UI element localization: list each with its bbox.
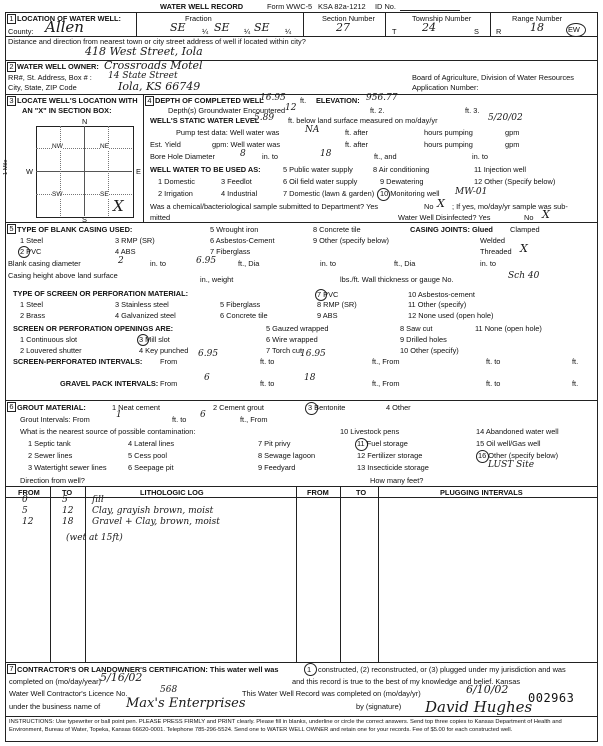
sw-label: SW	[52, 191, 63, 198]
casing-concrete[interactable]: 8 Concrete tile	[313, 225, 361, 234]
log-row-to[interactable]: 5	[62, 495, 68, 505]
city-label: City, State, ZIP Code	[8, 83, 77, 92]
township-prefix: T	[392, 27, 397, 36]
certification-label: CONTRACTOR'S OR LANDOWNER'S CERTIFICATION: This water well was	[17, 665, 279, 674]
gp-to-2: ft. to	[486, 379, 501, 388]
chem-no: No	[424, 202, 434, 211]
casing-abs[interactable]: 4 ABS	[115, 247, 136, 256]
sp-to[interactable]: 16.95	[300, 349, 326, 359]
contam-feedyard[interactable]: 9 Feedyard	[258, 463, 296, 472]
township-suffix: S	[474, 27, 479, 36]
opening-continuous[interactable]: 1 Continuous slot	[20, 335, 78, 344]
contam-fuel[interactable]: 11 Fuel storage	[357, 439, 408, 448]
record-stamp: 002963	[528, 691, 575, 705]
use-monitoring[interactable]: 10 Monitoring well	[380, 189, 440, 198]
grout-label: GROUT MATERIAL:	[17, 403, 86, 412]
log-header-lithologic: LITHOLOGIC LOG	[140, 488, 204, 497]
opening-none[interactable]: 11 None (open hole)	[475, 324, 542, 333]
license-number[interactable]: 568	[160, 685, 178, 695]
chem-no-mark[interactable]: X	[437, 197, 445, 210]
distance-label: Distance and direction from nearest town or city street address of well if located within city?	[8, 37, 306, 46]
opening-key[interactable]: 4 Key punched	[139, 346, 189, 355]
casing-dia-to-3: in. to	[480, 259, 497, 268]
disinfected-no: No	[524, 213, 534, 222]
section-4-number: 4	[145, 96, 154, 106]
quarter-1[interactable]: SE	[170, 21, 186, 34]
casing-depth[interactable]: 6.95	[196, 256, 217, 266]
contam-fertilizer[interactable]: 12 Fertilizer storage	[357, 451, 423, 460]
board-label: Board of Agriculture, Division of Water Resources	[412, 73, 574, 82]
pump-test-value[interactable]: NA	[305, 125, 320, 135]
address-label: RR#, St. Address, Box # :	[8, 73, 92, 82]
grout-from-2: ft., From	[240, 415, 268, 424]
sp-from[interactable]: 6.95	[198, 349, 219, 359]
west-label: W	[26, 167, 33, 176]
contam-other[interactable]: 16 Other (specify below)	[478, 451, 559, 460]
locate-label: LOCATE WELL'S LOCATION WITH	[17, 96, 138, 105]
form-number: Form WWC-5	[267, 2, 313, 11]
completed-label: completed on (mo/day/year)	[9, 677, 102, 686]
opening-torch[interactable]: 7 Torch cut	[266, 346, 303, 355]
static-level-label: WELL'S STATIC WATER LEVEL	[150, 116, 260, 125]
screen-concrete[interactable]: 6 Concrete tile	[220, 311, 268, 320]
opening-wire[interactable]: 6 Wire wrapped	[266, 335, 318, 344]
log-row-to[interactable]: 12	[62, 506, 74, 516]
log-row-to[interactable]: 18	[62, 517, 74, 527]
bore-depth[interactable]: 18	[320, 149, 332, 159]
form-title: WATER WELL RECORD	[160, 2, 244, 11]
casing-height-tail: in., weight	[200, 275, 234, 284]
yield-label: Est. Yield	[150, 140, 181, 149]
instructions: INSTRUCTIONS: Use typewriter or ball point pen. PLEASE PRESS FIRMLY and PRINT clearly. Please fill in blanks, underline or circle the correct answers. Send top three copies to Kansas Department of Health and Environment, Bureau of Water, Topeka, Kansas 66620-0001. Telephone 785-296-5524. Send one to WATER WELL OWNER and retain one for your records. Fee of $5.00 for each constructed well.	[9, 719, 562, 733]
section-7-number: 7	[7, 664, 16, 674]
casing-threaded: Threaded	[480, 247, 512, 256]
contam-seepage[interactable]: 6 Seepage pit	[128, 463, 174, 472]
contam-lateral[interactable]: 4 Lateral lines	[128, 439, 175, 448]
county-value[interactable]: Allen	[45, 18, 84, 36]
grout-neat[interactable]: 1 Neat cement	[112, 403, 161, 412]
quarter-mark-3: ¼	[285, 27, 292, 36]
bore-diameter[interactable]: 8	[240, 149, 246, 159]
county-label: County:	[8, 27, 34, 36]
casing-diameter[interactable]: 2	[118, 256, 124, 266]
hours-pumping-1: hours pumping	[424, 128, 473, 137]
casing-dia-1: ft., Dia	[238, 259, 260, 268]
elevation-value[interactable]: 956.77	[366, 93, 398, 103]
casing-fiberglass[interactable]: 7 Fiberglass	[210, 247, 251, 256]
log-row-description[interactable]: fill	[92, 495, 104, 505]
sp-ft-from: ft., From	[372, 357, 400, 366]
chem-mitted: mitted	[150, 213, 171, 222]
gpm-1: gpm	[505, 128, 520, 137]
contam-oil-gas[interactable]: 15 Oil well/Gas well	[476, 439, 541, 448]
north-label: N	[82, 117, 88, 126]
bore-to: in. to	[262, 152, 279, 161]
opening-mill-slot[interactable]: 3 Mill slot	[139, 335, 170, 344]
certification-text: constructed, (2) reconstructed, or (3) plugged under my jurisdiction and was	[318, 665, 566, 674]
contam-sewer[interactable]: 2 Sewer lines	[28, 451, 73, 460]
use-oilfield[interactable]: 6 Oil field water supply	[283, 177, 358, 186]
casing-height-label: Casing height above land surface	[8, 271, 118, 280]
completed-date[interactable]: 5/16/02	[100, 671, 143, 684]
south-label: S	[82, 215, 87, 224]
use-lawn[interactable]: 7 Domestic (lawn & garden)	[283, 189, 375, 198]
groundwater-ft3: ft. 3.	[465, 106, 480, 115]
use-industrial[interactable]: 4 Industrial	[221, 189, 258, 198]
section-2-number: 2	[7, 62, 16, 72]
disinfected-mark[interactable]: X	[542, 208, 550, 221]
depth-ft: ft.	[300, 96, 307, 105]
sp-from-label: From	[160, 357, 178, 366]
log-note[interactable]: (wet at 15ft)	[66, 533, 123, 543]
casing-wrought[interactable]: 5 Wrought iron	[210, 225, 259, 234]
wall-thickness-label: lbs./ft. Wall thickness or gauge No.	[340, 275, 454, 284]
grout-from[interactable]: 1	[116, 410, 122, 420]
log-header-from: FROM	[18, 488, 40, 497]
opening-louvered[interactable]: 2 Louvered shutter	[20, 346, 82, 355]
log-row-from[interactable]: 12	[22, 517, 34, 527]
depth-value[interactable]: 16.95	[260, 93, 286, 103]
gp-to[interactable]: 18	[304, 373, 316, 383]
gp-ft-end: ft.	[572, 379, 579, 388]
contamination-label: What is the nearest source of possible contamination:	[20, 427, 196, 436]
contam-watertight[interactable]: 3 Watertight sewer lines	[28, 463, 107, 472]
openings-label: SCREEN OR PERFORATION OPENINGS ARE:	[13, 324, 174, 333]
grout-to[interactable]: 6	[200, 410, 206, 420]
completed-tail: and this record is true to the best of my knowledge and belief. Kansas	[292, 677, 521, 686]
range-label: Range Number	[512, 14, 563, 23]
mile-label: 1 Mile	[3, 159, 9, 175]
signature-label: by (signature)	[356, 702, 402, 711]
owner-label: WATER WELL OWNER:	[17, 62, 99, 71]
range-number[interactable]: 18	[530, 21, 544, 34]
gp-from-label: From	[160, 379, 178, 388]
township-label: Township Number	[412, 14, 472, 23]
application-number-label: Application Number:	[412, 83, 479, 92]
opening-saw[interactable]: 8 Saw cut	[400, 324, 433, 333]
section-number[interactable]: 27	[336, 21, 350, 34]
screen-label: TYPE OF SCREEN OR PERFORATION MATERIAL:	[13, 289, 189, 298]
sp-ft-end: ft.	[572, 357, 579, 366]
contam-abandoned[interactable]: 14 Abandoned water well	[476, 427, 559, 436]
ksa-ref: KSA 82a-1212	[318, 2, 366, 11]
ne-label: NE	[100, 143, 110, 150]
address-value[interactable]: 14 State Street	[108, 71, 178, 81]
contam-pit-privy[interactable]: 7 Pit privy	[258, 439, 291, 448]
hours-pumping-2: hours pumping	[424, 140, 473, 149]
chem-sample-question: Was a chemical/bacteriological sample submitted to Department? Yes	[150, 202, 379, 211]
record-completed-label: This Water Well Record was completed on (mo/day/yr)	[242, 689, 421, 698]
screen-steel[interactable]: 1 Steel	[20, 300, 44, 309]
pump-after: ft. after	[345, 128, 369, 137]
log-header-to: TO	[62, 488, 73, 497]
range-direction[interactable]: EW	[568, 25, 580, 34]
chem-tail: ; If yes, mo/day/yr sample was sub-	[452, 202, 568, 211]
business-label: under the business name of	[9, 702, 101, 711]
range-prefix: R	[496, 27, 502, 36]
screen-brass[interactable]: 2 Brass	[20, 311, 46, 320]
casing-asbestos[interactable]: 6 Asbestos-Cement	[210, 236, 275, 245]
gp-ft-from: ft., From	[372, 379, 400, 388]
static-level[interactable]: 5.89	[254, 113, 275, 123]
quarter-3[interactable]: SE	[254, 21, 270, 34]
quarter-2[interactable]: SE	[214, 21, 230, 34]
section-5-number: 5	[7, 224, 16, 234]
casing-diameter-to: in. to	[150, 259, 167, 268]
grout-intervals-label: Grout Intervals: From	[20, 415, 90, 424]
static-date[interactable]: 5/20/02	[488, 113, 523, 123]
casing-joints-label: CASING JOINTS: Glued	[410, 225, 493, 234]
use-domestic[interactable]: 1 Domestic	[158, 177, 195, 186]
groundwater-label: Depth(s) Groundwater Encountered	[168, 106, 286, 115]
direction-label: Direction from well?	[20, 476, 85, 485]
casing-steel[interactable]: 1 Steel	[20, 236, 44, 245]
log-row-from[interactable]: 5	[22, 506, 28, 516]
use-other[interactable]: 12 Other (Specify below)	[474, 177, 556, 186]
sp-to-label: ft. to	[260, 357, 275, 366]
sp-to-2: ft. to	[486, 357, 501, 366]
id-no-label: ID No.	[375, 2, 396, 11]
screen-stainless[interactable]: 3 Stainless steel	[115, 300, 169, 309]
yield-after: ft. after	[345, 140, 369, 149]
use-irrigation[interactable]: 2 Irrigation	[158, 189, 193, 198]
use-air[interactable]: 8 Air conditioning	[373, 165, 430, 174]
constructed-choice[interactable]: 1	[307, 665, 312, 674]
screen-pvc[interactable]: 7 PVC	[317, 290, 339, 299]
business-name[interactable]: Max's Enterprises	[126, 696, 246, 711]
gp-to-label: ft. to	[260, 379, 275, 388]
threaded-mark[interactable]: X	[520, 242, 528, 255]
township-number[interactable]: 24	[422, 21, 436, 34]
section-3-number: 3	[7, 96, 16, 106]
screen-intervals-label: SCREEN-PERFORATED INTERVALS:	[13, 357, 143, 366]
plug-header-to: TO	[356, 488, 367, 497]
screen-rmp[interactable]: 8 RMP (SR)	[317, 300, 357, 309]
contam-livestock[interactable]: 10 Livestock pens	[340, 427, 400, 436]
casing-dia-2: ft., Dia	[394, 259, 416, 268]
opening-drilled[interactable]: 9 Drilled holes	[400, 335, 447, 344]
use-public[interactable]: 5 Public water supply	[283, 165, 353, 174]
log-row-description[interactable]: Clay, grayish brown, moist	[92, 506, 214, 516]
signature[interactable]: David Hughes	[425, 698, 533, 716]
east-label: E	[136, 167, 141, 176]
screen-none[interactable]: 12 None used (open hole)	[408, 311, 494, 320]
screen-fiberglass[interactable]: 5 Fiberglass	[220, 300, 261, 309]
elevation-label: ELEVATION:	[316, 96, 360, 105]
distance-value[interactable]: 418 West Street, Iola	[85, 45, 203, 58]
bore-and: ft., and	[374, 152, 397, 161]
pump-test-label: Pump test data: Well water was	[176, 128, 280, 137]
section-6-number: 6	[7, 402, 16, 412]
log-row-from[interactable]: 0	[22, 495, 28, 505]
casing-clamped: Clamped	[510, 225, 540, 234]
screen-abs[interactable]: 9 ABS	[317, 311, 338, 320]
casing-other[interactable]: 9 Other (specify below)	[313, 236, 389, 245]
static-level-desc: ft. below land surface measured on mo/day/yr	[288, 116, 438, 125]
nw-label: NW	[52, 143, 63, 150]
gp-from[interactable]: 6	[204, 373, 210, 383]
casing-rmp[interactable]: 3 RMP (SR)	[115, 236, 155, 245]
location-label: LOCATION OF WATER WELL:	[17, 14, 121, 23]
disinfected-question: Water Well Disinfected? Yes	[398, 213, 491, 222]
log-row-description[interactable]: Gravel + Clay, brown, moist	[92, 517, 220, 527]
contam-insecticide[interactable]: 13 Insecticide storage	[357, 463, 429, 472]
location-mark[interactable]: X	[113, 197, 124, 215]
groundwater-ft2: ft. 2.	[370, 106, 385, 115]
contam-lagoon[interactable]: 8 Sewage lagoon	[258, 451, 316, 460]
quarter-mark-2: ¼	[244, 27, 251, 36]
record-completed-date[interactable]: 6/10/02	[466, 683, 509, 696]
screen-asbestos[interactable]: 10 Asbestos-cement	[408, 290, 475, 299]
use-label: WELL WATER TO BE USED AS:	[150, 165, 261, 174]
opening-other[interactable]: 10 Other (specify)	[400, 346, 459, 355]
use-feedlot[interactable]: 3 Feedlot	[221, 177, 252, 186]
opening-gauzed[interactable]: 5 Gauzed wrapped	[266, 324, 329, 333]
use-injection[interactable]: 11 Injection well	[474, 165, 527, 174]
groundwater-1[interactable]: 12	[285, 103, 297, 113]
grout-cement[interactable]: 2 Cement grout	[213, 403, 264, 412]
section-number-label: Section Number	[322, 14, 375, 23]
grout-to-label: ft. to	[172, 415, 187, 424]
section-1-number: 1	[7, 14, 16, 24]
contam-cess[interactable]: 5 Cess pool	[128, 451, 168, 460]
plug-header-intervals: PLUGGING INTERVALS	[440, 488, 523, 497]
se-label: SE	[100, 191, 109, 198]
locate-label-2: AN "X" IN SECTION BOX:	[22, 106, 112, 115]
yield-mid: gpm: Well water was	[212, 140, 281, 149]
use-dewatering[interactable]: 9 Dewatering	[380, 177, 424, 186]
casing-diameter-label: Blank casing diameter	[8, 259, 81, 268]
owner-value[interactable]: Crossroads Motel	[104, 59, 203, 72]
wall-thickness[interactable]: Sch 40	[508, 271, 540, 281]
casing-label: TYPE OF BLANK CASING USED:	[17, 225, 133, 234]
casing-pvc[interactable]: 2 PVC	[20, 247, 42, 256]
screen-galvanized[interactable]: 4 Galvanized steel	[115, 311, 176, 320]
screen-other[interactable]: 11 Other (specify)	[408, 300, 467, 309]
grout-other[interactable]: 4 Other	[386, 403, 411, 412]
license-label: Water Well Contractor's Licence No.	[9, 689, 128, 698]
grout-bentonite[interactable]: 3 Bentonite	[308, 403, 346, 412]
contam-septic[interactable]: 1 Septic tank	[28, 439, 71, 448]
monitor-id[interactable]: MW-01	[455, 187, 488, 197]
bore-in-to: in. to	[472, 152, 489, 161]
contam-other-value[interactable]: LUST Site	[488, 460, 535, 470]
how-many-feet-label: How many feet?	[370, 476, 424, 485]
quarter-mark-1: ¼	[202, 27, 209, 36]
casing-welded: Welded	[480, 236, 505, 245]
casing-dia-to-2: in. to	[320, 259, 337, 268]
fraction-label: Fraction	[185, 14, 212, 23]
gpm-2: gpm	[505, 140, 520, 149]
bore-label: Bore Hole Diameter	[150, 152, 215, 161]
city-value[interactable]: Iola, KS 66749	[118, 80, 201, 93]
depth-label: DEPTH OF COMPLETED WELL	[155, 96, 264, 105]
gravel-pack-label: GRAVEL PACK INTERVALS:	[60, 379, 159, 388]
plug-header-from: FROM	[307, 488, 329, 497]
